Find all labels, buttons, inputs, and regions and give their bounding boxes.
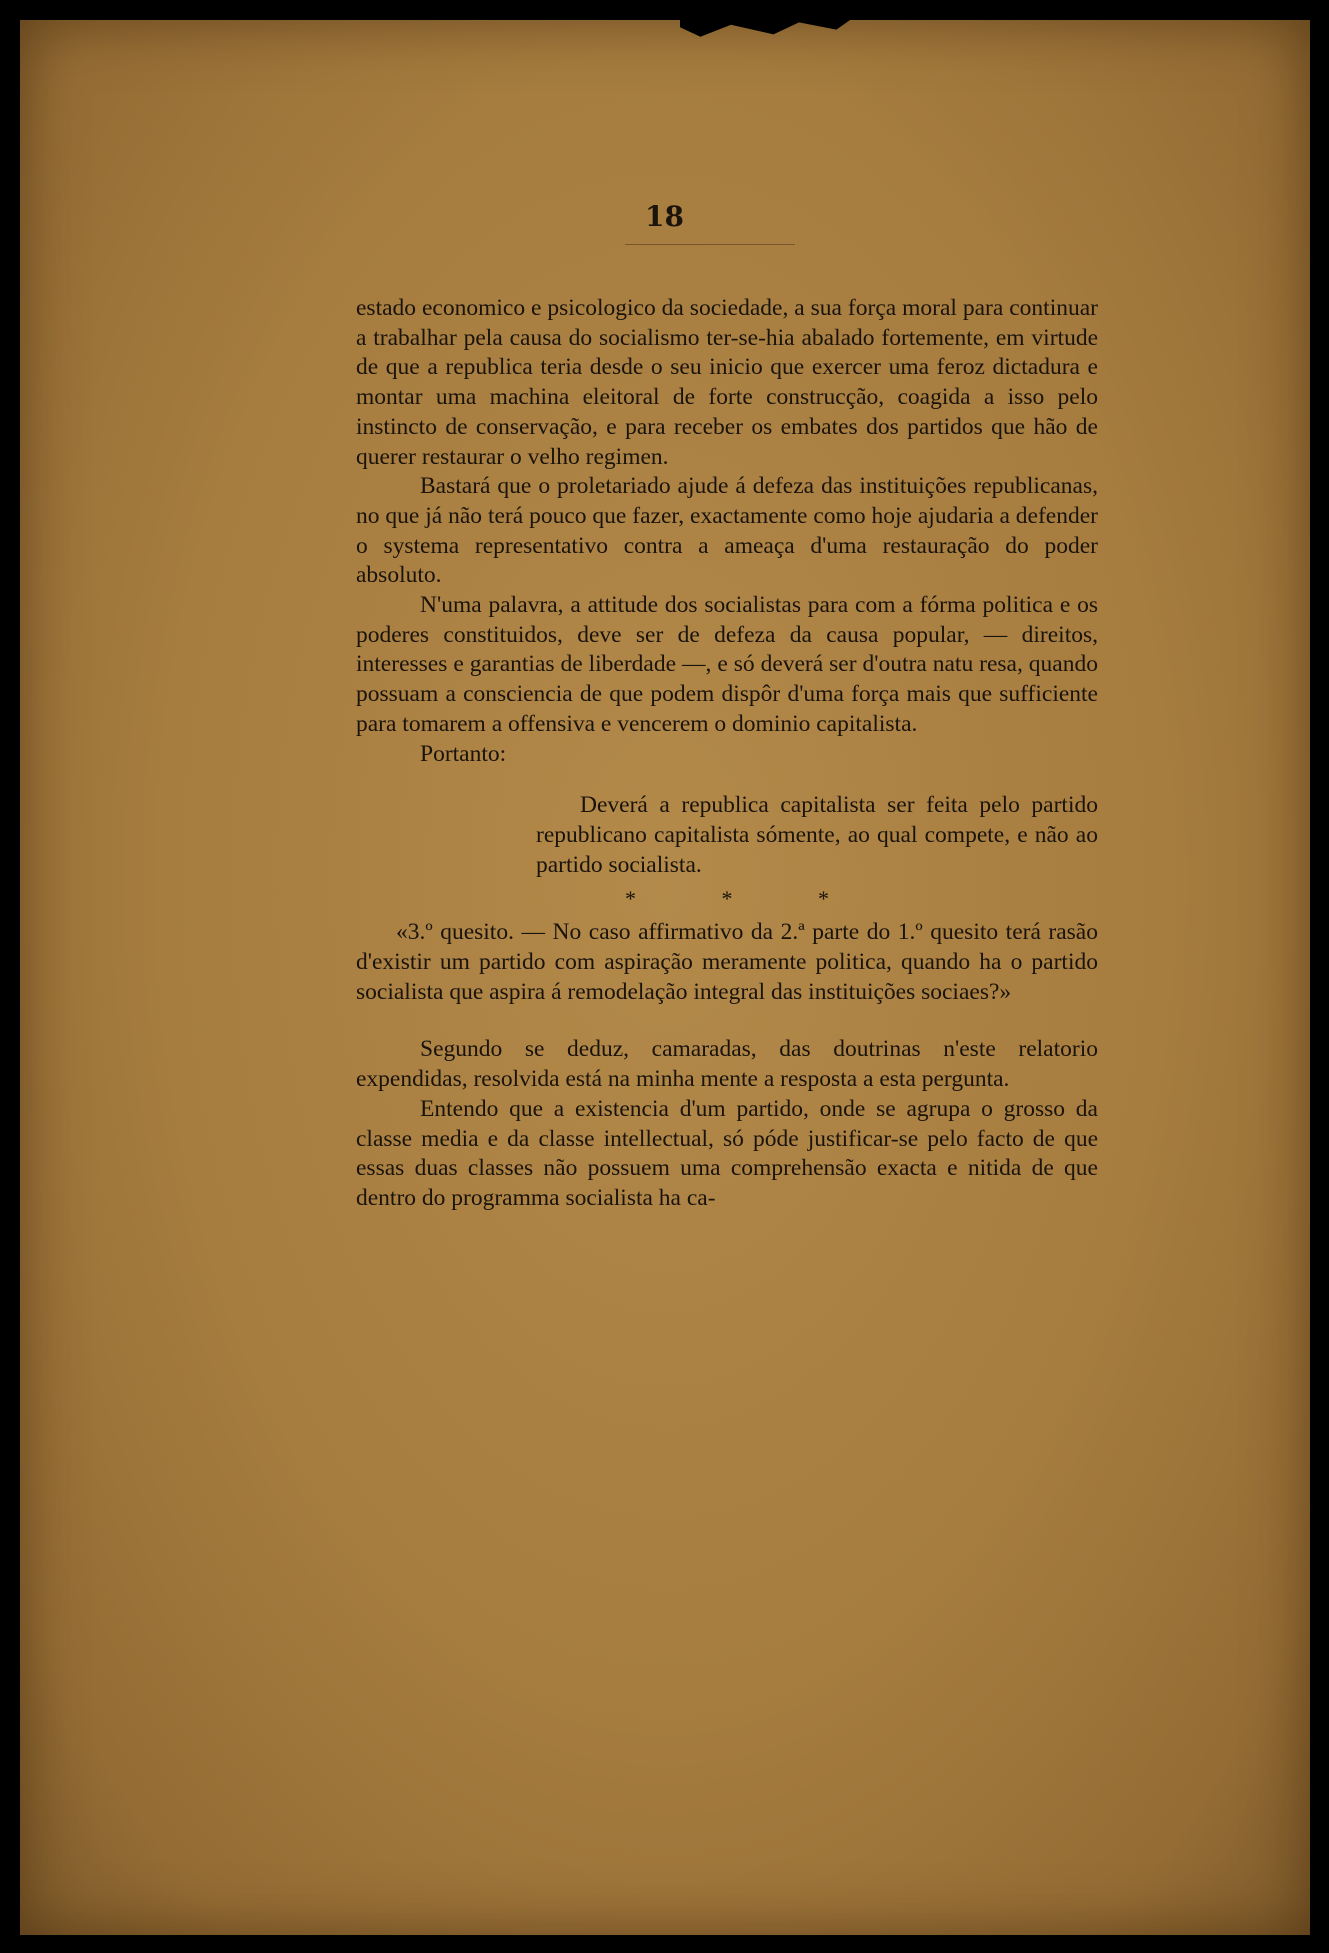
conclusion-block: Deverá a republica capitalista ser feita pelo partido republicano capitalista sómente, ao qual compete, e não ao partido socialista. [536, 792, 1098, 878]
paragraph-answer: Segundo se deduz, camaradas, das doutrinas n'este relatorio expendidas, resolvida está na minha mente a resposta a esta pergunta. [356, 1036, 1098, 1093]
header-rule [625, 244, 795, 245]
section-separator: * * * [625, 886, 869, 912]
paragraph-1: estado economico e psicologico da sociedade, a sua força moral para continuar a trabalhar pela causa do socialismo ter-se-hia abalado fortemente, em virtude de que a republica teria desde o seu inicio que exercer uma feroz dictadura e montar uma machina eleitoral de forte construcção, coagida a isso pelo instincto de conservação, e para receber os embates dos partidos que hão de querer restaurar o velho regimen. [356, 295, 1098, 470]
body-text [356, 294, 1098, 1214]
paragraph-portanto: Portanto: [420, 740, 507, 767]
paragraph-final: Entendo que a existencia d'um partido, onde se agrupa o grosso da classe media e da classe intellectual, só póde justificar-se pelo facto de que essas duas classes não possuem uma comprehensão exacta e nitida de que dentro do programma socialista ha ca- [356, 1095, 1098, 1211]
quesito-3: «3.º quesito. — No caso affirmativo da 2.ª parte do 1.º quesito terá rasão d'existir um partido com aspiração meramente politica, quando ha o partido socialista que aspira á remodelação integral das instituições sociaes?» [356, 919, 1098, 1005]
paragraph-3: N'uma palavra, a attitude dos socialistas para com a fórma politica e os poderes constituidos, deve ser de defeza da causa popular, — direitos, interesses e garantias de liberdade —, e só deverá ser d'outra natu resa, quando possuam a consciencia de que podem dispôr d'uma força mais que sufficiente para tomarem a offensiva e vencerem o dominio capitalista. [356, 592, 1098, 737]
paragraph-2: Bastará que o proletariado ajude á defeza das instituições republicanas, no que já não terá pouco que fazer, exactamente como hoje ajudaria a defender o systema representativo contra a ameaça d'uma restauração do poder absoluto. [356, 473, 1098, 589]
page-number: 18 [645, 200, 684, 233]
